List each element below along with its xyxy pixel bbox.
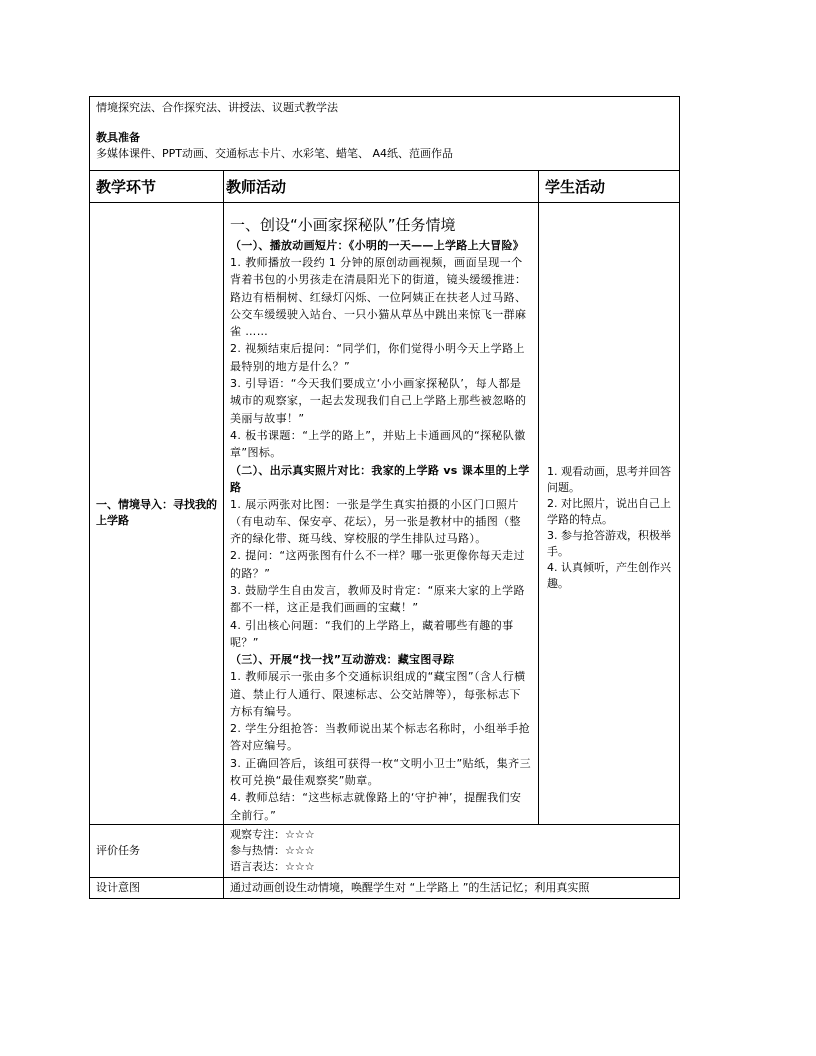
student-activity-cell [539, 203, 680, 825]
header-row [90, 171, 680, 203]
student-item: 1. 观看动画，思考并回答问题。 [547, 465, 671, 495]
student-item: 2. 对比照片，说出自己上学路的特点。 [547, 497, 671, 527]
section-title: （二）、出示真实照片对比：我家的上学路 vs 课本里的上学路 [230, 463, 530, 494]
task-context-title: 一、创设“小画家探秘队”任务情境 [230, 216, 456, 234]
evaluation-content [224, 824, 680, 877]
intro-cell [90, 97, 680, 171]
activity-item: 4. 引出核心问题：“我们的上学路上，藏着哪些有趣的事呢？” [230, 618, 514, 649]
student-item: 4. 认真倾听，产生创作兴趣。 [547, 561, 671, 591]
stage1-label: 一、情境导入：寻找我的上学路 [90, 203, 224, 825]
activity-item: 2. 学生分组抢答：当教师说出某个标志名称时，小组举手抢答对应编号。 [230, 722, 531, 753]
activity-item: 2. 提问：“这两张图有什么不一样？哪一张更像你每天走过的路？” [230, 549, 525, 580]
activity-item: 3. 正确回答后，该组可获得一枚“文明小卫士”贴纸，集齐三枚可兑换“最佳观察奖”勋章。 [230, 756, 531, 788]
activity-item: 2. 视频结束后提问：“同学们，你们觉得小明今天上学路上最特别的地方是什么？” [230, 342, 525, 373]
stage1-row [90, 203, 680, 825]
lesson-plan-table [89, 96, 680, 899]
evaluation-line: 语言表达：☆☆☆ [230, 859, 315, 873]
design-row [90, 877, 680, 898]
student-item: 3. 参与抢答游戏，积极举手。 [547, 529, 671, 559]
teacher-header: 教师活动 [224, 171, 539, 203]
tools-heading: 教具准备 [96, 131, 140, 144]
activity-item: 4. 教师总结：“这些标志就像路上的‘守护神’，提醒我们安全前行。” [230, 791, 522, 822]
evaluation-label: 评价任务 [90, 824, 224, 877]
evaluation-line: 观察专注：☆☆☆ [230, 827, 315, 841]
section-title: （三）、开展“找一找”互动游戏：藏宝图寻踪 [230, 653, 455, 667]
tools-list: 多媒体课件、PPT动画、交通标志卡片、水彩笔、蜡笔、 A4纸、范画作品 [96, 147, 454, 160]
activity-item: 1. 教师播放一段约 1 分钟的原创动画视频，画面呈现一个背着书包的小男孩走在清晨阳光下的街道，镜头缓缓推进：路边有梧桐树、红绿灯闪烁、一位阿姨正在扶老人过马路、公交车缓缓驶入站台、一只小猫从草丛中跳出来惊飞一群麻雀 …… [230, 256, 527, 339]
design-intent-text: 通过动画创设生动情境，唤醒学生对 “上学路上 ”的生活记忆；利用真实照 [224, 877, 680, 898]
activity-item: 4. 板书课题：“上学的路上”，并贴上卡通画风的“探秘队徽章”图标。 [230, 428, 526, 460]
stage-header: 教学环节 [90, 171, 224, 203]
evaluation-row [90, 824, 680, 877]
teaching-methods: 情境探究法、合作探究法、讲授法、议题式教学法 [96, 101, 338, 114]
design-label: 设计意图 [90, 877, 224, 898]
activity-item: 1. 展示两张对比图：一张是学生真实拍摄的小区门口照片（有电动车、保安亭、花坛），另一张是教材中的插图（整齐的绿化带、斑马线、穿校服的学生排队过马路）。 [230, 497, 521, 546]
teacher-activity-cell [224, 203, 539, 825]
activity-item: 3. 引导语：“今天我们要成立‘小小画家探秘队’，每人都是城市的观察家，一起去发现我们自己上学路上那些被忽略的美丽与故事！” [230, 377, 527, 425]
activity-item: 1. 教师展示一张由多个交通标识组成的“藏宝图”（含人行横道、禁止行人通行、限速标志、公交站牌等），每张标志下方标有编号。 [230, 670, 526, 718]
student-header: 学生活动 [539, 171, 680, 203]
activity-item: 3. 鼓励学生自由发言，教师及时肯定：“原来大家的上学路都不一样，这正是我们画画的宝藏！” [230, 584, 525, 615]
section-title: （一）、播放动画短片：《小明的一天——上学路上大冒险》 [230, 239, 525, 252]
evaluation-line: 参与热情：☆☆☆ [230, 843, 315, 857]
